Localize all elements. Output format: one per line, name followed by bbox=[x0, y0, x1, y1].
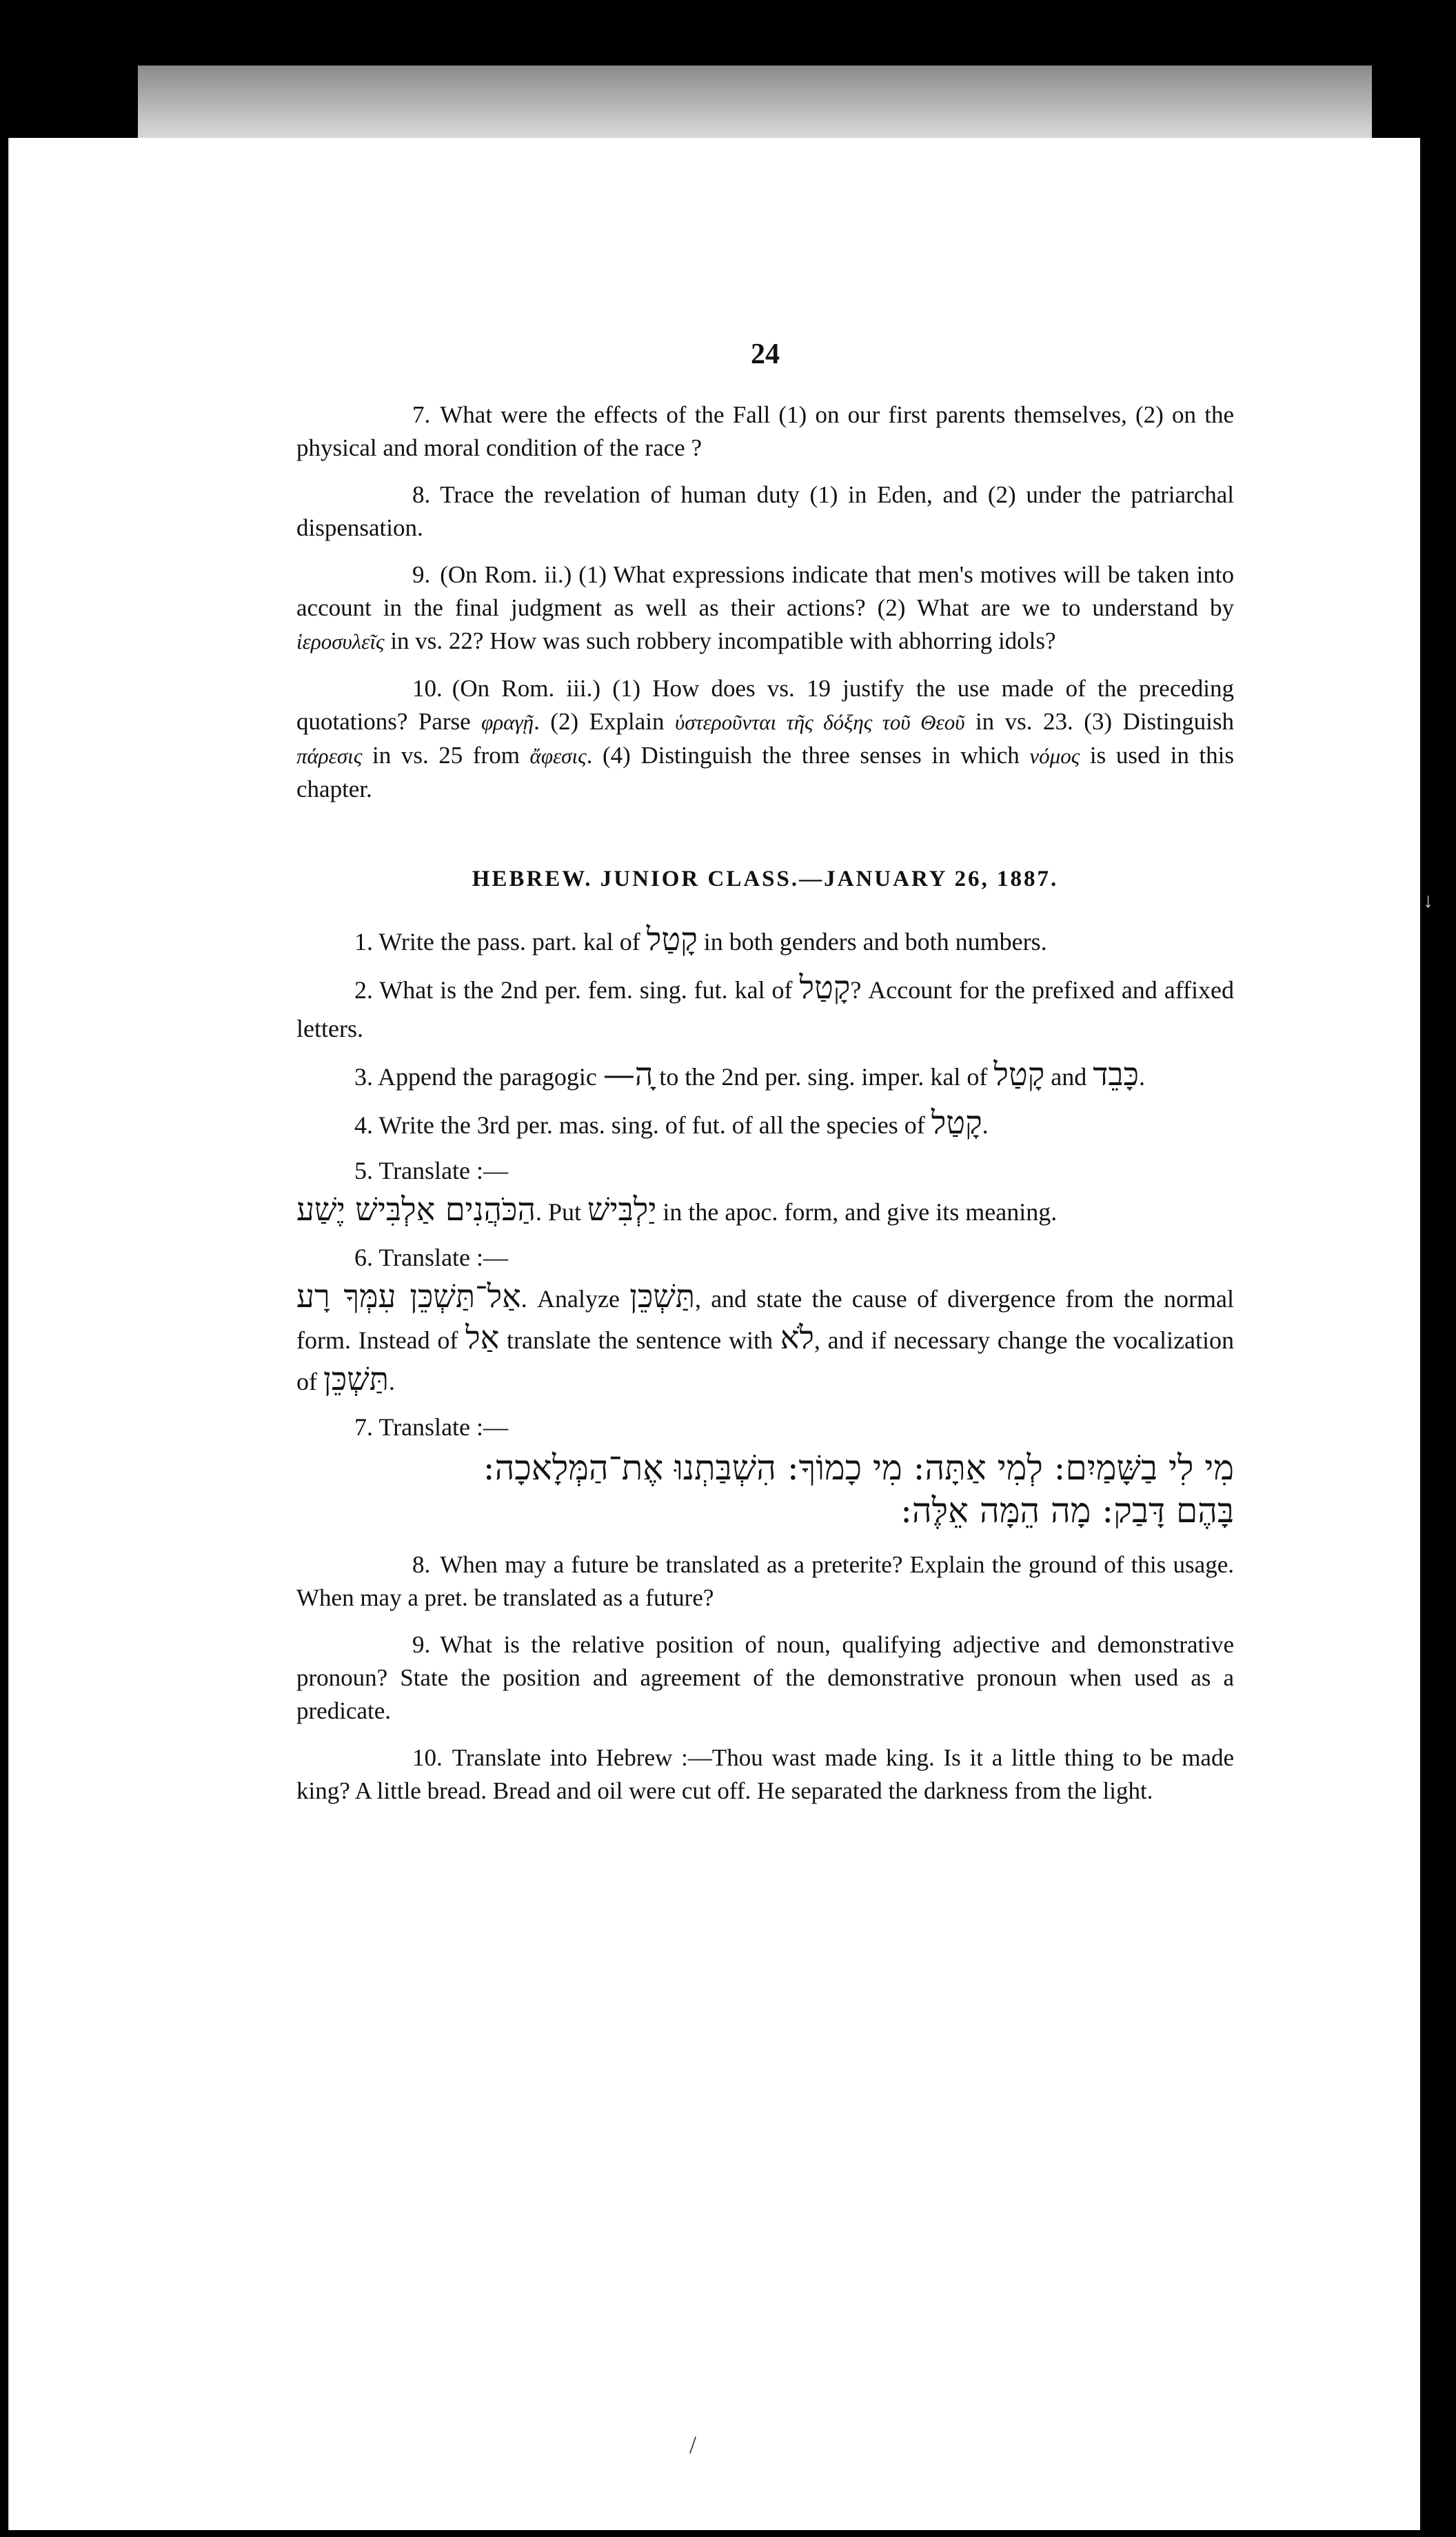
hebrew-question-4: 4. Write the 3rd per. mas. sing. of fut. of all the species of קָטַל. bbox=[354, 1104, 989, 1141]
greek-term: ἱεροσυλεῖς bbox=[296, 629, 385, 654]
hebrew-phrase: אַל־תַּשְׁכֵּן עִמְּךָ רָע bbox=[296, 1277, 521, 1315]
margin-mark: ↓ bbox=[1423, 889, 1433, 912]
footer-mark: / bbox=[689, 2431, 697, 2458]
page-content bbox=[296, 338, 1234, 1821]
question-7: 7. What were the effects of the Fall (1) on our first parents themselves, (2) on the physical and moral condition of the race ? bbox=[296, 401, 1234, 461]
greek-term: ἄφεσις bbox=[529, 744, 587, 768]
question-8: 8. Trace the revelation of human duty (1) in Eden, and (2) under the patriarchal dispensation. bbox=[296, 481, 1234, 541]
hebrew-question-2: 2. What is the 2nd per. fem. sing. fut. kal of קָטַל? Account for the prefixed and affixed letters. bbox=[296, 969, 1235, 1042]
page-number: 24 bbox=[751, 338, 780, 370]
hebrew-text-line-2: בָּהֶם דָּבַק: מָה הֵמָּה אֵלֶּה: bbox=[900, 1490, 1234, 1530]
hebrew-word: ָה— bbox=[603, 1055, 654, 1093]
hebrew-word: אַל bbox=[465, 1319, 500, 1356]
hebrew-word: תַּשְׁכֵּן bbox=[629, 1277, 695, 1315]
hebrew-question-6: 6. Translate :— אַל־תַּשְׁכֵּן עִמְּךָ רָע. Analyze תַּשְׁכֵּן, and state the cause of divergence from the normal form. Instead of אַל translate the sentence with לֹא, and if necessary change the vocalization of תַּשְׁכֵּן. bbox=[296, 1244, 1234, 1397]
hebrew-question-7: 7. Translate :— מִי לִי בַשָּׁמַיִם: לְמִי אַתָּה: מִי כָמוֹךָ: הִשְׁבַּתְנוּ אֶת־הַמְּלָאכָה: בָּהֶם דָּבַק: מָה הֵמָּה אֵלֶּה: bbox=[296, 1408, 1234, 1532]
hebrew-question-1: 1. Write the pass. part. kal of קָטַל in both genders and both numbers. bbox=[354, 920, 1047, 958]
hebrew-word: כָּבֵד bbox=[1093, 1055, 1139, 1093]
question-10: 10. (On Rom. iii.) (1) How does vs. 19 justify the use made of the preceding quotations? Parse φραγῇ. (2) Explain ὑστεροῦνται τῆς δόξης τοῦ Θεοῦ in vs. 23. (3) Distinguish πάρεσις in vs. 25 from ἄφεσις. (4) Distinguish the three senses in which νόμος is used in this chapter. bbox=[296, 675, 1234, 802]
greek-term: πάρεσις bbox=[296, 744, 363, 768]
question-8-hebrew: 8. When may a future be translated as a preterite? Explain the ground of this usage. When may a pret. be translated as a future? bbox=[296, 1551, 1234, 1611]
hebrew-question-3: 3. Append the paragogic ָה— to the 2nd per. sing. imper. kal of קָטַל and כָּבֵד. bbox=[354, 1055, 1145, 1093]
hebrew-word: יַלְבִּישׁ bbox=[587, 1191, 657, 1228]
question-9-hebrew: 9. What is the relative position of noun, qualifying adjective and demonstrative pronoun? State the position and agreement of the demonstrative pronoun when used as a predicate. bbox=[296, 1631, 1234, 1724]
greek-term: φραγῇ bbox=[481, 710, 534, 734]
hebrew-phrase: הַכֹּהֲנִים אַלְבִּישׁ יֶשַׁע bbox=[296, 1191, 536, 1228]
greek-term: ὑστεροῦνται τῆς δόξης τοῦ Θεοῦ bbox=[674, 710, 965, 734]
scan-border bbox=[1420, 138, 1456, 2537]
hebrew-text-line-1: מִי לִי בַשָּׁמַיִם: לְמִי אַתָּה: מִי כָמוֹךָ: הִשְׁבַּתְנוּ אֶת־הַמְּלָאכָה: bbox=[483, 1448, 1234, 1488]
question-9: 9. (On Rom. ii.) (1) What expressions indicate that men's motives will be taken into account in the final judgment as well as their actions? (2) What are we to understand by ἱεροσυλεῖς in vs. 22? How was such robbery incompatible with abhorring idols? bbox=[296, 561, 1234, 654]
section-heading: HEBREW. JUNIOR CLASS.—JANUARY 26, 1887. bbox=[472, 867, 1059, 891]
hebrew-word: קָטַל bbox=[646, 920, 698, 958]
hebrew-word: קָטַל bbox=[993, 1055, 1045, 1093]
hebrew-word: קָטַל bbox=[931, 1104, 982, 1141]
hebrew-word: לֹא bbox=[780, 1319, 814, 1356]
hebrew-word: קָטַל bbox=[799, 969, 851, 1006]
hebrew-question-5: 5. Translate :— הַכֹּהֲנִים אַלְבִּישׁ יֶשַׁע. Put יַלְבִּישׁ in the apoc. form, and give its meaning. bbox=[296, 1157, 1058, 1228]
question-10-hebrew: 10. Translate into Hebrew :—Thou wast made king. Is it a little thing to be made king? A little bread. Bread and oil were cut off. He separated the darkness from the light. bbox=[296, 1744, 1234, 1804]
hebrew-word: תַּשְׁכֵּן bbox=[323, 1360, 389, 1397]
greek-term: νόμος bbox=[1029, 744, 1080, 768]
